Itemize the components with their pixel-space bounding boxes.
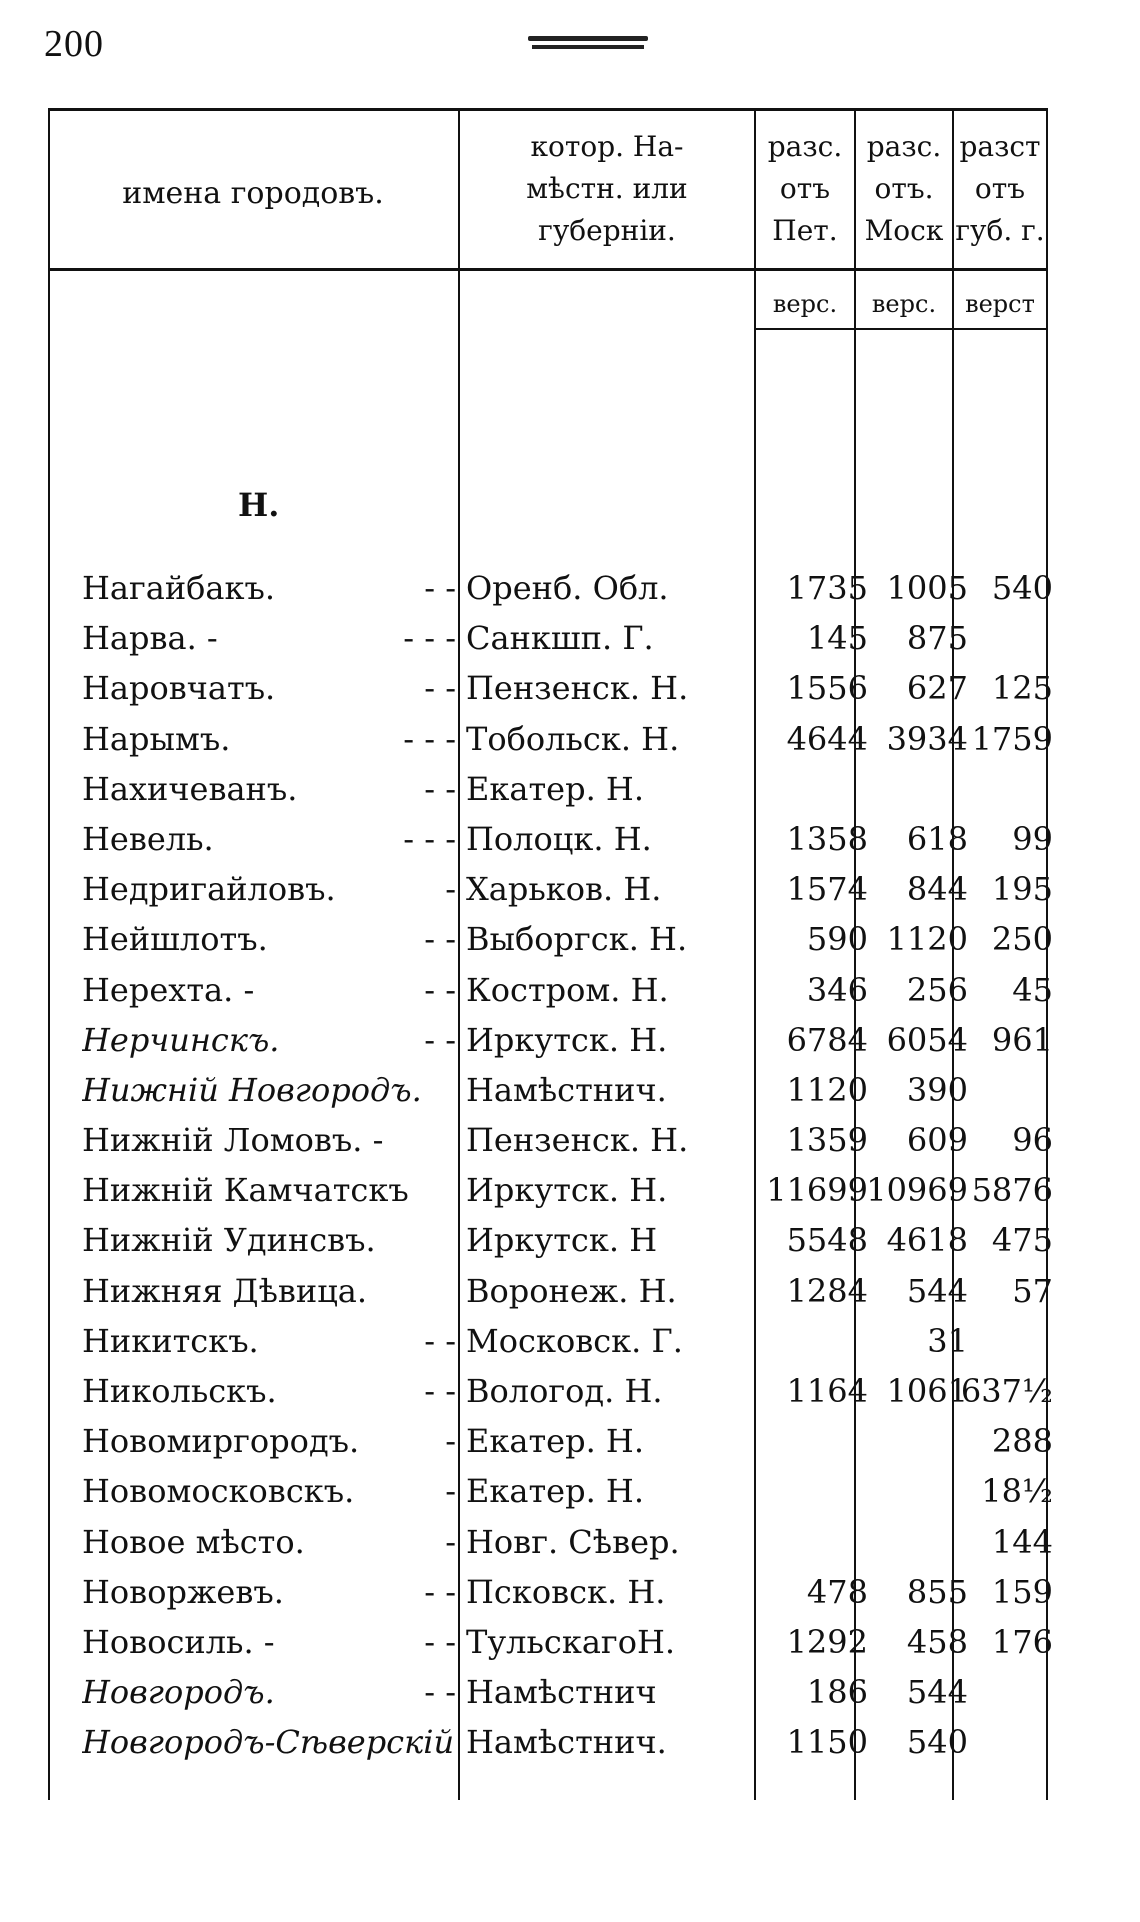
- city-name: Нижняя Дѣвица.: [82, 1271, 368, 1310]
- governorate: Тобольск. Н.: [466, 719, 680, 758]
- distance-moscow: 6054: [886, 1020, 968, 1059]
- header-pet: разс. отъ Пет.: [767, 130, 843, 247]
- table-row: [48, 714, 1053, 764]
- table-row: [48, 1366, 1053, 1416]
- governorate: Воронеж. Н.: [466, 1271, 677, 1310]
- city-name: Новосиль. -: [82, 1622, 275, 1661]
- distance-gub-town: 1759: [971, 719, 1053, 758]
- distance-moscow: 544: [906, 1673, 968, 1712]
- city-name: Нижній Камчатскъ: [82, 1171, 409, 1210]
- city-name: Невель.: [82, 819, 214, 858]
- table-row: [48, 1115, 1053, 1165]
- table-row: [48, 1567, 1053, 1617]
- distance-gub-town: 159: [991, 1572, 1053, 1611]
- distance-petersburg: 1120: [786, 1070, 868, 1109]
- governorate: Харьков. Н.: [466, 870, 662, 909]
- city-name: Нижній Ломовъ. -: [82, 1121, 384, 1160]
- city-name: Новоржевъ.: [82, 1572, 284, 1611]
- city-name: Новгородъ.: [82, 1673, 275, 1712]
- unit-mos: верс.: [871, 290, 937, 318]
- distance-gub-town: 176: [991, 1622, 1053, 1661]
- city-name: Нейшлотъ.: [82, 920, 268, 959]
- unit-pet: верс.: [772, 290, 838, 318]
- distance-moscow: 609: [906, 1121, 968, 1160]
- distance-petersburg: 346: [806, 970, 868, 1009]
- distance-moscow: 540: [906, 1723, 968, 1762]
- distance-gub-town: 45: [1012, 970, 1053, 1009]
- city-name: Нерчинскъ.: [82, 1020, 280, 1059]
- table-row: [48, 1215, 1053, 1265]
- distance-moscow: 4618: [886, 1221, 968, 1260]
- table-row: [48, 613, 1048, 663]
- leader-dashes: - -: [424, 669, 456, 708]
- table-row: [48, 1466, 1053, 1516]
- city-name: Новомиргородъ.: [82, 1422, 360, 1461]
- distance-petersburg: 590: [806, 920, 868, 959]
- governorate: Оренб. Обл.: [466, 569, 669, 607]
- units-rule: [754, 328, 1048, 330]
- governorate: Иркутск. Н: [466, 1221, 658, 1260]
- city-distance-table: [48, 108, 1053, 1800]
- leader-dashes: - - -: [403, 719, 456, 758]
- header-gub: разст отъ губ. г.: [955, 130, 1045, 247]
- city-name: Наровчатъ.: [82, 669, 276, 708]
- city-name: Нижній Новгородъ.: [82, 1070, 422, 1109]
- header-mos: разс. отъ. Моск: [864, 130, 944, 247]
- governorate: Псковск. Н.: [466, 1572, 666, 1611]
- distance-gub-town: 961: [991, 1020, 1053, 1059]
- distance-petersburg: 1292: [786, 1622, 868, 1661]
- city-name: Недригайловъ.: [82, 870, 336, 909]
- distance-gub-town: 637½: [960, 1372, 1053, 1410]
- header-gov: котор. На- мѣстн. или губерніи.: [526, 130, 688, 247]
- city-name: Нахичеванъ.: [82, 769, 298, 808]
- distance-gub-town: 475: [991, 1221, 1053, 1260]
- governorate: Екатер. Н.: [466, 769, 644, 808]
- distance-moscow: 256: [906, 970, 968, 1009]
- distance-moscow: 458: [906, 1622, 968, 1661]
- governorate: Иркутск. Н.: [466, 1171, 668, 1210]
- distance-moscow: 875: [906, 619, 968, 658]
- distance-gub-town: 5876: [971, 1171, 1053, 1210]
- table-row: [48, 914, 1053, 964]
- governorate: Иркутск. Н.: [466, 1020, 668, 1059]
- distance-moscow: 627: [906, 669, 968, 708]
- header-ornament: [528, 36, 648, 50]
- distance-gub-town: 99: [1012, 819, 1053, 858]
- distance-gub-town: 195: [991, 870, 1053, 909]
- leader-dashes: - -: [424, 1372, 456, 1410]
- governorate: Костром. Н.: [466, 970, 669, 1009]
- table-row: [48, 764, 1048, 814]
- distance-moscow: 618: [906, 819, 968, 858]
- table-row: [48, 965, 1053, 1015]
- leader-dashes: -: [445, 1422, 456, 1461]
- governorate: Московск. Г.: [466, 1321, 683, 1360]
- distance-moscow: 855: [906, 1572, 968, 1611]
- distance-petersburg: 1574: [786, 870, 868, 909]
- header-city: имена городовъ.: [122, 176, 384, 211]
- table-row: [48, 1266, 1053, 1316]
- leader-dashes: - -: [424, 1020, 456, 1059]
- distance-petersburg: 1150: [786, 1723, 868, 1762]
- distance-petersburg: 1735: [786, 569, 868, 607]
- table-row: [48, 1065, 1048, 1115]
- governorate: Намѣстнич.: [466, 1070, 667, 1109]
- table-row: [48, 1015, 1053, 1065]
- table-row: [48, 1667, 1048, 1717]
- table-row: [48, 1416, 1053, 1466]
- distance-gub-town: 144: [991, 1522, 1053, 1561]
- governorate: Екатер. Н.: [466, 1472, 644, 1511]
- section-letter: Н.: [238, 486, 280, 524]
- leader-dashes: - -: [424, 920, 456, 959]
- distance-petersburg: 1284: [786, 1271, 868, 1310]
- top-rule: [48, 108, 1048, 111]
- city-name: Никольскъ.: [82, 1372, 277, 1410]
- governorate: Полоцк. Н.: [466, 819, 652, 858]
- governorate: Екатер. Н.: [466, 1422, 644, 1461]
- unit-gub: верст: [965, 290, 1035, 318]
- table-row: [48, 1717, 1048, 1767]
- city-name: Нерехта. -: [82, 970, 255, 1009]
- distance-gub-town: 57: [1012, 1271, 1053, 1310]
- distance-petersburg: 1359: [786, 1121, 868, 1160]
- distance-petersburg: 6784: [786, 1020, 868, 1059]
- table-row: [48, 1517, 1053, 1567]
- leader-dashes: - - -: [403, 819, 456, 858]
- table-row: [48, 563, 1053, 613]
- distance-moscow: 10969: [866, 1171, 968, 1210]
- distance-moscow: 1120: [886, 920, 968, 959]
- distance-moscow: 844: [906, 870, 968, 909]
- distance-petersburg: 1358: [786, 819, 868, 858]
- governorate: Намѣстнич.: [466, 1723, 667, 1762]
- distance-petersburg: 1164: [786, 1372, 868, 1410]
- table-body: [48, 563, 1053, 1768]
- city-name: Нагайбакъ.: [82, 569, 276, 607]
- table-row: [48, 864, 1053, 914]
- distance-gub-town: 125: [991, 669, 1053, 708]
- leader-dashes: -: [445, 1522, 456, 1561]
- governorate: Пензенск. Н.: [466, 669, 689, 708]
- city-name: Новое мѣсто.: [82, 1522, 305, 1561]
- leader-dashes: -: [445, 1472, 456, 1511]
- leader-dashes: - -: [424, 1572, 456, 1611]
- governorate: Санкшп. Г.: [466, 619, 654, 658]
- leader-dashes: - -: [424, 970, 456, 1009]
- city-name: Новгородъ-Сѣверскій: [82, 1723, 455, 1762]
- city-name: Нарва. -: [82, 619, 218, 658]
- distance-moscow: 544: [906, 1271, 968, 1310]
- table-row: [48, 1165, 1053, 1215]
- table-row: [48, 814, 1053, 864]
- distance-moscow: 390: [906, 1070, 968, 1109]
- leader-dashes: - -: [424, 769, 456, 808]
- distance-petersburg: 5548: [786, 1221, 868, 1260]
- leader-dashes: - -: [424, 569, 456, 607]
- leader-dashes: - -: [424, 1673, 456, 1712]
- distance-gub-town: 250: [991, 920, 1053, 959]
- distance-gub-town: 540: [991, 569, 1053, 607]
- distance-moscow: 1005: [886, 569, 968, 607]
- governorate: ТульскагоН.: [466, 1622, 676, 1661]
- leader-dashes: - -: [424, 1622, 456, 1661]
- governorate: Вологод. Н.: [466, 1372, 663, 1410]
- city-name: Нижній Удинсвъ.: [82, 1221, 376, 1260]
- leader-dashes: - - -: [403, 619, 456, 658]
- governorate: Пензенск. Н.: [466, 1121, 689, 1160]
- distance-petersburg: 4644: [786, 719, 868, 758]
- distance-petersburg: 145: [806, 619, 868, 658]
- city-name: Никитскъ.: [82, 1321, 259, 1360]
- city-name: Новомосковскъ.: [82, 1472, 355, 1511]
- distance-moscow: 3934: [886, 719, 968, 758]
- governorate: Выборгск. Н.: [466, 920, 688, 959]
- governorate: Новг. Сѣвер.: [466, 1522, 680, 1561]
- city-name: Нарымъ.: [82, 719, 231, 758]
- distance-gub-town: 18½: [981, 1472, 1053, 1511]
- leader-dashes: - -: [424, 1321, 456, 1360]
- distance-gub-town: 288: [991, 1422, 1053, 1461]
- distance-moscow: 31: [927, 1321, 968, 1360]
- governorate: Намѣстнич: [466, 1673, 657, 1712]
- distance-petersburg: 478: [806, 1572, 868, 1611]
- leader-dashes: -: [445, 870, 456, 909]
- distance-gub-town: 96: [1012, 1121, 1053, 1160]
- page-number: 200: [44, 23, 104, 65]
- table-row: [48, 1316, 1048, 1366]
- header-rule: [48, 268, 1048, 271]
- table-row: [48, 663, 1053, 713]
- distance-petersburg: 11699: [766, 1171, 868, 1210]
- distance-petersburg: 1556: [786, 669, 868, 708]
- table-row: [48, 1617, 1053, 1667]
- distance-petersburg: 186: [806, 1673, 868, 1712]
- distance-moscow: 1061: [886, 1372, 968, 1410]
